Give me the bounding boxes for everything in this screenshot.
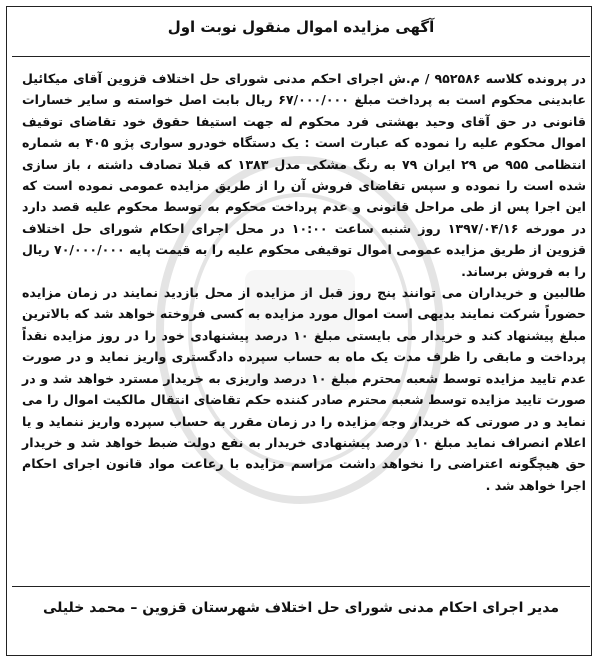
notice-paragraph-case: در پرونده کلاسه ۹۵۲۵۸۶ / م.ش اجرای احکم مدنی شورای حل اختلاف قزوین آقای میکائیل عابدینی محکوم است به پرداخت مبلغ ۶۷/۰۰۰/۰۰۰ ریال بابت اصل خواسته و سایر خسارات قانونی در حق آقای وحید بهشتی فرد محکوم له جهت استیفا حقوق خود تقاضای توقیف اموال محکوم علیه را نموده که عبارت است : یک دستگاه خودرو سواری پژو ۴۰۵ به شماره انتظامی ۹۵۵ ص ۲۹ ایران ۷۹ به رنگ مشکی مدل ۱۳۸۳ که قبلا تصادف داشته ، باز سازی شده است را نموده و سپس تقاضای فروش آن را از طریق مزایده عمومی نموده است که این اجرا پس از طی مراحل قانونی و عدم پرداخت محکوم به توسط محکوم علیه قصد دارد در مورخه ۱۳۹۷/۰۴/۱۶ روز شنبه ساعت ۱۰:۰۰ در محل اجرای احکام شورای حل اختلاف قزوین از طریق مزایده عمومی اموال توقیفی محکوم علیه را به قیمت پایه ۷۰/۰۰۰/۰۰۰ ریال را به فروش برساند. (22, 71, 587, 279)
signature-divider (12, 586, 590, 587)
notice-body (22, 68, 586, 496)
notice-title: آگهی مزایده اموال منقول نوبت اول (167, 18, 435, 36)
notice-signature: مدیر اجرای احکام مدنی شورای حل اختلاف شهرستان قزوین – محمد خلیلی (42, 600, 560, 616)
title-divider (12, 56, 590, 57)
notice-paragraph-terms: طالبین و خریداران می توانند پنج روز قبل از مزایده از محل بازدید نمایند در زمان مزایده حضوراً شرکت نمایند بدیهی است اموال مورد مزایده به کسی فروخته خواهد شد که بالاترین مبلغ پیشنهاد کند و خریدار می بایستی مبلغ ۱۰ درصد پیشنهادی خود را در روز مزایده نقداً پرداخت و مابقی را ظرف مدت یک ماه به حساب سپرده دادگستری واریز نماید و در صورت عدم تایید مزایده توسط شعبه محترم مبلغ ۱۰ درصد واریزی به خریدار مسترد خواهد شد و در صورت تایید مزایده توسط شعبه محترم صادر کننده حکم تقاضای انتقال مالکیت اموال را می نماید و در صورتی که خریدار وجه مزایده را در زمان مقرر به حساب سپرده واریز ننماید و یا اعلام انصراف نماید مبلغ ۱۰ درصد پیشنهادی خریدار به نفع دولت ضبط خواهد شد و خریدار حق هیچگونه اعتراضی را نخواهد داشت مراسم مزایده با رعاعت مواد قانون اجرای احکام اجرا خواهد شد . (22, 285, 586, 493)
